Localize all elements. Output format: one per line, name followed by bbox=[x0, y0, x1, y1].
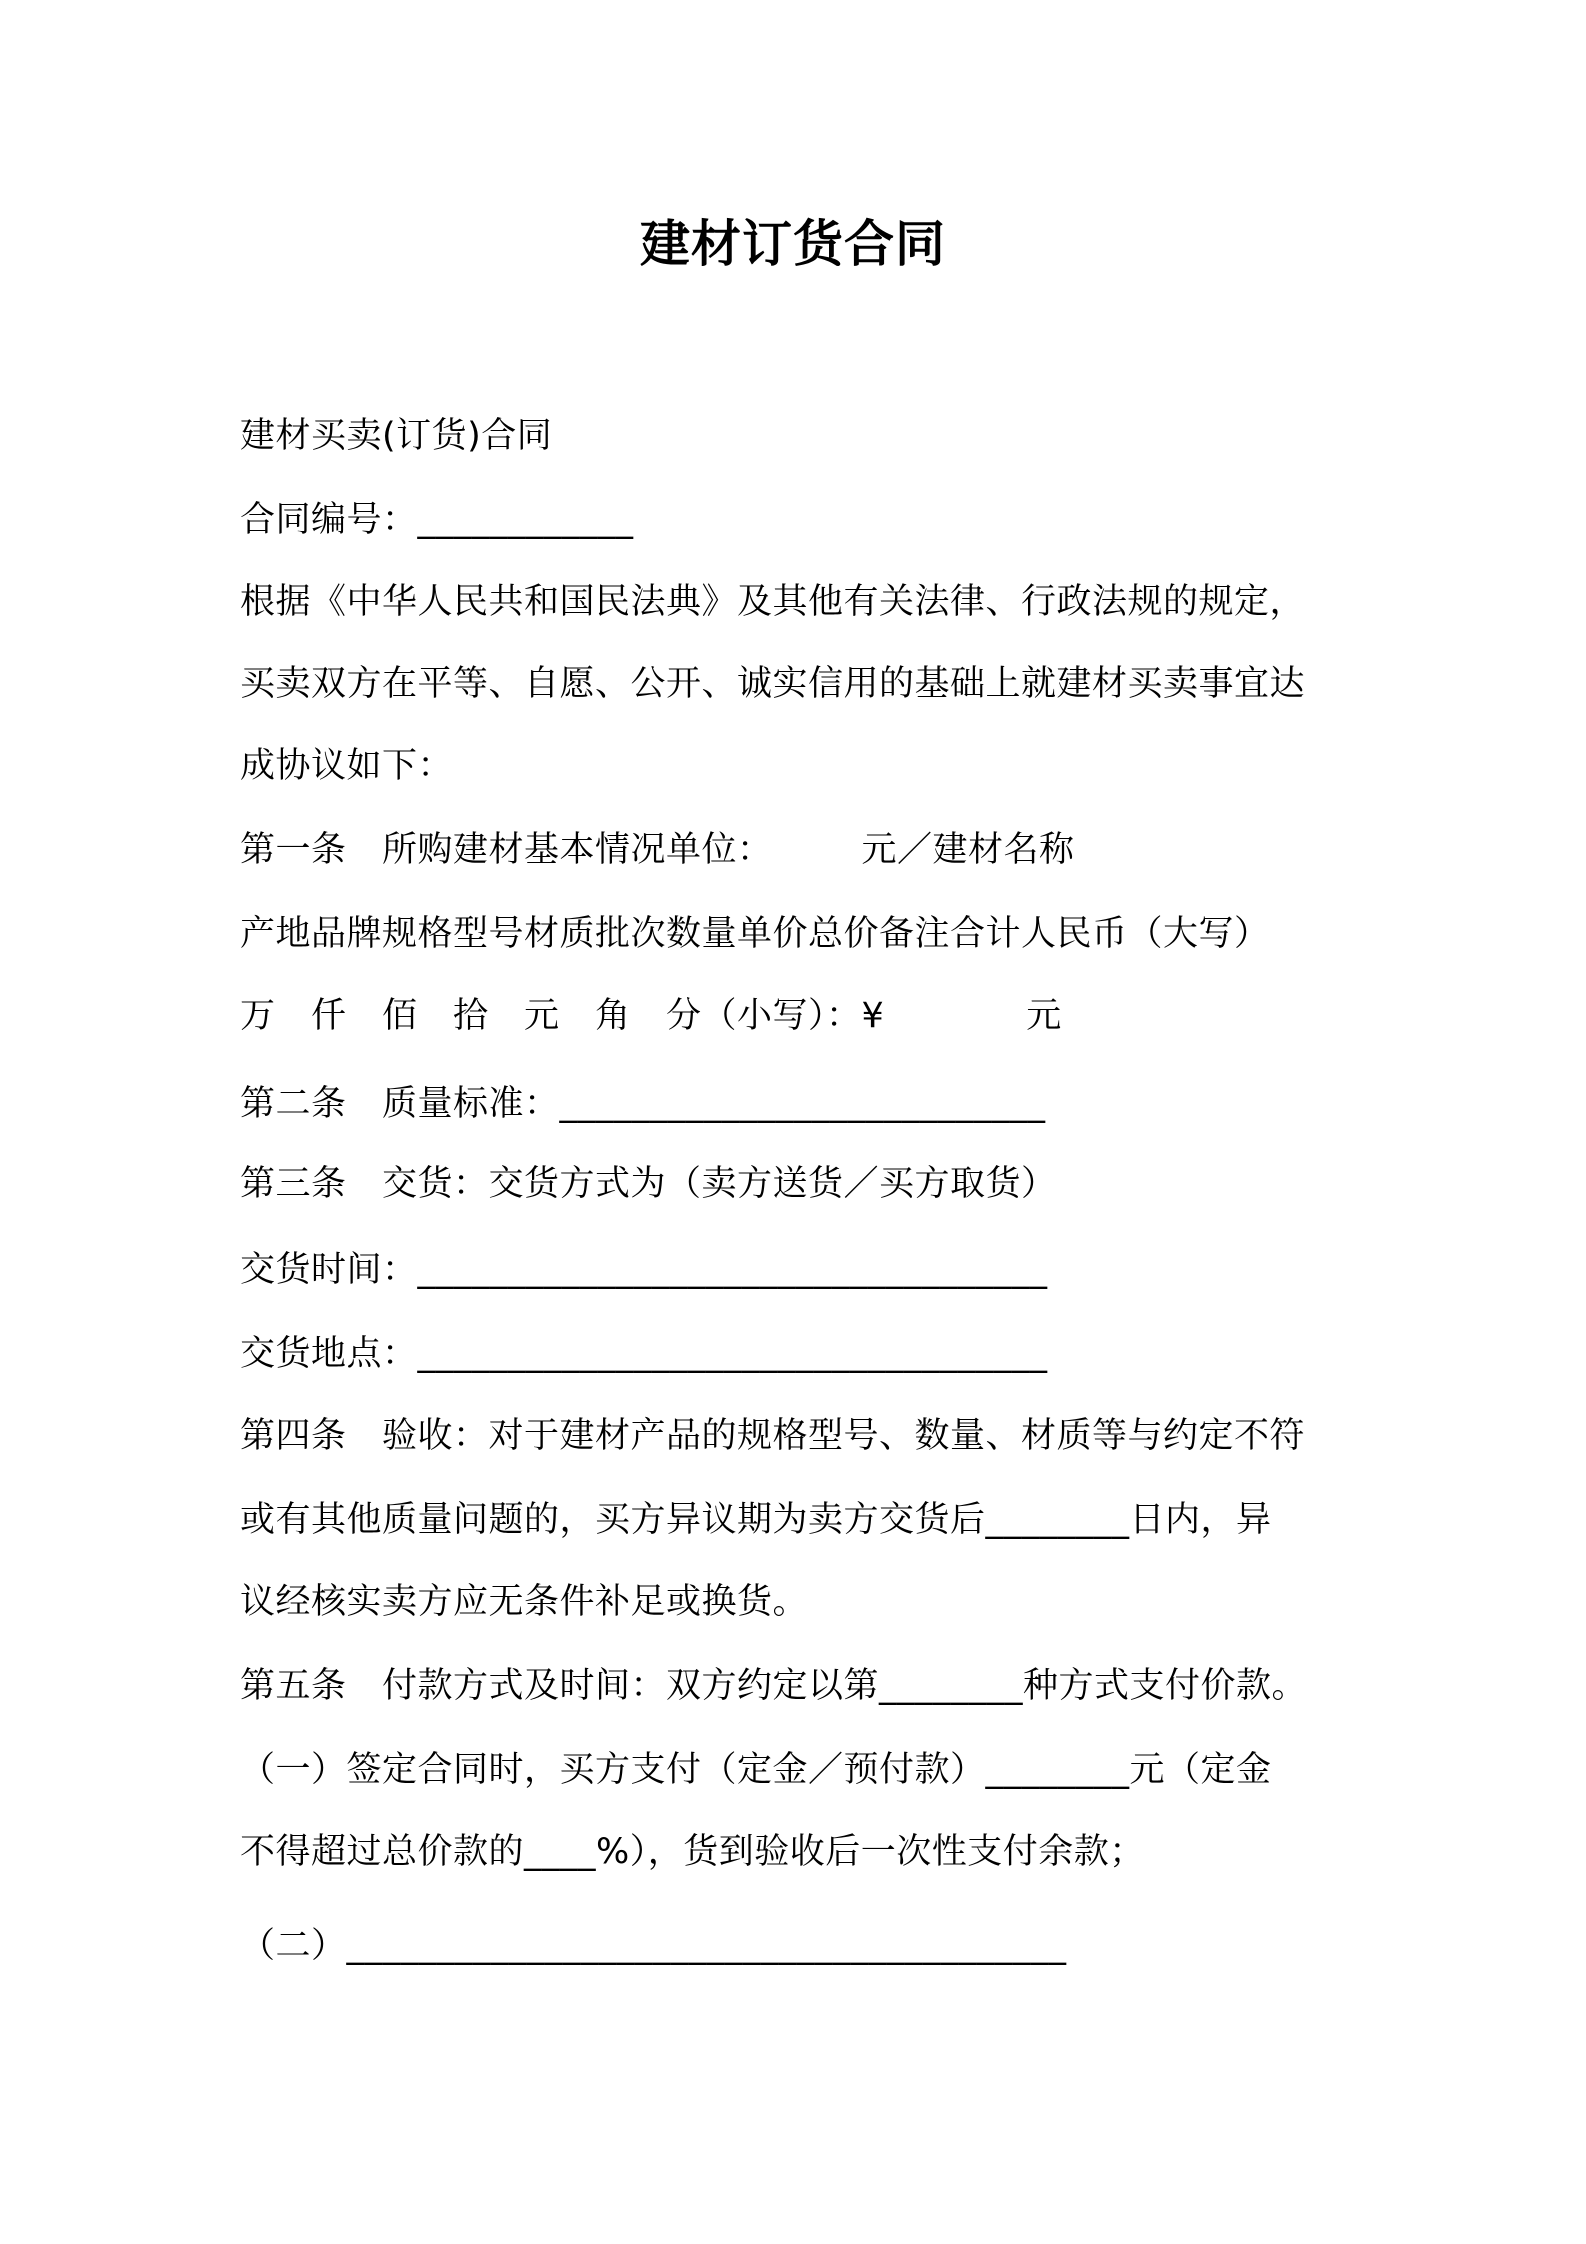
payment-option-2-line: （二）________________________________________ bbox=[240, 1926, 1067, 1966]
article-4-line-2: 或有其他质量问题的，买方异议期为卖方交货后________日内，异 bbox=[240, 1500, 1272, 1540]
article-2-line: 第二条 质量标准：___________________________ bbox=[240, 1084, 1046, 1124]
preamble-line-2: 买卖双方在平等、自愿、公开、诚实信用的基础上就建材买卖事宜达 bbox=[240, 664, 1306, 704]
delivery-time-line: 交货时间：___________________________________ bbox=[240, 1250, 1048, 1290]
article-5-line: 第五条 付款方式及时间：双方约定以第________种方式支付价款。 bbox=[240, 1666, 1308, 1706]
preamble-line-3: 成协议如下： bbox=[240, 746, 454, 786]
preamble-line-1: 根据《中华人民共和国民法典》及其他有关法律、行政法规的规定， bbox=[240, 582, 1306, 622]
payment-option-1-line-1: （一）签定合同时，买方支付（定金／预付款）________元（定金 bbox=[240, 1750, 1272, 1790]
article-3-line: 第三条 交货：交货方式为（卖方送货／买方取货） bbox=[240, 1164, 1057, 1204]
subtitle-line: 建材买卖(订货)合同 bbox=[240, 416, 553, 456]
article-4-line-3: 议经核实卖方应无条件补足或换货。 bbox=[240, 1582, 809, 1622]
payment-option-1-line-2: 不得超过总价款的____%），货到验收后一次性支付余款； bbox=[240, 1832, 1145, 1872]
contract-number-line: 合同编号：____________ bbox=[240, 500, 634, 540]
article-1-line-2: 产地品牌规格型号材质批次数量单价总价备注合计人民币（大写） bbox=[240, 914, 1270, 954]
article-4-line-1: 第四条 验收：对于建材产品的规格型号、数量、材质等与约定不符 bbox=[240, 1416, 1306, 1456]
document-title: 建材订货合同 bbox=[640, 215, 946, 273]
delivery-place-line: 交货地点：___________________________________ bbox=[240, 1334, 1048, 1374]
article-1-line-1: 第一条 所购建材基本情况单位： 元／建材名称 bbox=[240, 830, 1075, 870]
article-1-line-3: 万 仟 佰 拾 元 角 分（小写）：¥ 元 bbox=[240, 996, 1062, 1036]
